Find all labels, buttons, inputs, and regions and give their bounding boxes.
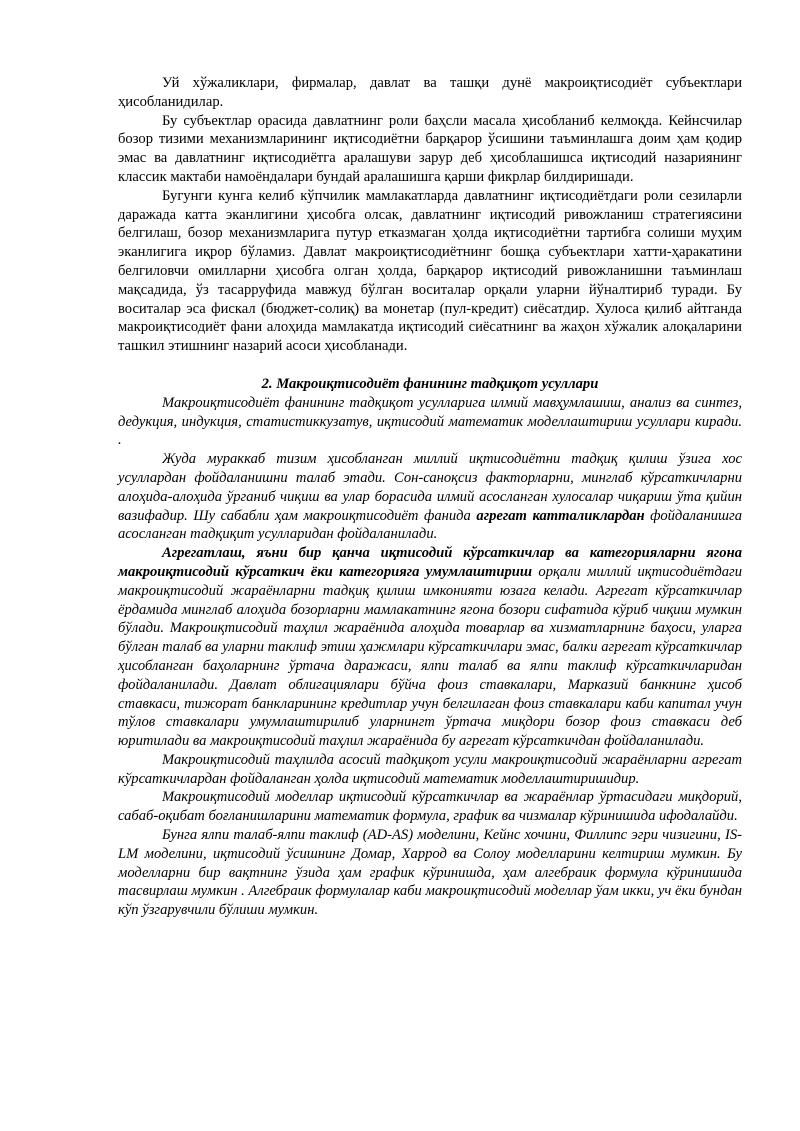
complex-text-after: фойдаланишга асосланган тадқиқит усулларидан фойдаланилади. — [118, 507, 742, 543]
paragraph-state-regulation: Бугунги кунга келиб кўпчилик мамлакатларда давлатнинг иқтисодиётдаги роли сезиларли даражада катта эканлигини ҳисобга олсак, давлатнинг иқтисодий ривожланиш стратегиясини белгилаш, бозор механизмларига путур етказмаган ҳолда иқтисодиётни тартибга солиши муҳим эканлигига иқрор бўламиз. Давлат макроиқтисодиётнинг бошқа субъектлари хатти-ҳаракатини белгиловчи омилларни ҳисобга олган ҳолда, барқарор иқтисодий ривожланишни таъминлаш мақсадида, ўз тасарруфида мавжуд бўлган воситалар орқали уларни йўналтириб туради. Бу воситалар эса фискал (бюджет-солиқ) ва монетар (пул-кредит) сиёсатдир. Хулоса қилиб айтганда макроиқтисодиёт фани алоҳида мамлакатда иқтисодий сиёсатнинг ва жаҳон хўжалик алоқаларини ташкил этишнинг назарий асоси ҳисобланади. — [118, 187, 742, 355]
paragraph-economic-subjects: Уй хўжаликлари, фирмалар, давлат ва ташқи дунё макроиқтисодиёт субъектлари ҳисобланидилар. — [118, 75, 742, 110]
paragraph-model-examples: Бунга ялпи талаб-ялпи таклиф (AD-AS) моделини, Кейнс хочини, Филлипс эгри чизигини, IS-LM моделини, иқтисодий ўсишнинг Домар, Харрод ва Солоу моделларини келтириш мумкин. Бу моделларни бир вақтнинг ўзида ҳам график кўринишда, ҳам алгебраик формула кўринишида тасвирлаш мумкин . Алгебраик формулалар каби макроиқтисодий моделлар ўам икки, уч ёки бундан кўп ўзгарувчили бўлиши мумкин. — [118, 827, 742, 919]
complex-text-before: Жуда мураккаб тизим ҳисобланган миллий иқтисодиётни тадқиқ қилиш ўзига хос усуллардан фойдаланишни талаб этади. Сон-саноқсиз факторларни, минглаб кўрсаткичларни алоҳида-алоҳида ўрганиб чиқиш ва улар борасида илмий асосланган хулосалар чиқариш ўта қийин вазифадир. Шу сабабли ҳам макроиқтисодиёт фанида — [118, 451, 742, 524]
paragraph-research-methods: Макроиқтисодиёт фанининг тадқиқот усулларига илмий мавҳумлашиш, анализ ва синтез, дедукция, индукция, статистиккузатув, иқтисодий математик моделлаштириш усуллари киради. . — [118, 394, 742, 449]
section-heading: 2. Макроиқтисодиёт фанининг тадқиқот усуллари — [261, 375, 599, 392]
paragraph-complex-system — [118, 450, 742, 544]
paragraph-model-definition: Макроиқтисодий моделлар иқтисодий кўрсаткичлар ва жараёнлар ўртасидаги миқдорий, сабаб-оқибат боғланишларини математик формула, график ва чизмалар кўринишида ифодалайди. — [118, 789, 742, 825]
aggregation-bold-definition: Агрегатлаш, яъни бир қанча иқтисодий кўрсаткичлар ва категорияларни ягона макроиқтисодий кўрсаткич ёки категорияга умумлаштириш — [118, 545, 742, 580]
document-page — [118, 74, 742, 920]
paragraph-role-of-state: Бу субъектлар орасида давлатнинг роли баҳсли масала ҳисобланиб келмоқда. Кейнсчилар бозор тизими механизмларининг иқтисодиётни барқарор ўсишини таъминлашга доим ҳам қодир эмас ва давлатнинг иқтисодиётга аралашуви зарур деб ҳисоблашишса иқтисодий назариянинг классик мактаби намоёндалари бундай аралашишга қарши фикрлар билдиришади. — [118, 112, 742, 185]
paragraph-main-method: Макроиқтисодий таҳлилда асосий тадқиқот усули макроиқтисодий жараёнларни агрегат кўрсаткичлардан фойдаланган ҳолда иқтисодий математик моделлаштиришидир. — [118, 751, 742, 787]
aggregation-text-after: орқали миллий иқтисодиётдаги макроиқтисодий жараёнларни тадқиқ қилиш имконияти юзага келади. Агрегат кўрсаткичлар ёрдамида минглаб алоҳида бозорларни мамлакатнинг ягона бозори сифатида кўриб чиқиш мумкин бўлади. Макроиқтисодий таҳлил жараёнида алоҳида товарлар ва хизматларнинг баҳоси, уларга бўлган талаб ва уларни таклиф этиш ҳажмлари кўрсаткичлари эмас, балки агрегат кўрсаткичлар ҳисобланган баҳоларнинг ўртача даражаси, ялпи талаб ва ялпи таклиф кўрсаткичларидан фойдаланилади. Давлат облигациялари бўйча фоиз ставкалари, Марказий банкнинг ҳисоб ставкаси, тижорат банкларининг кредитлар учун белгилаган фоиз ставкалари каби капитал учун тўлов ставкалари умумлаштирилиб уларнингт ўртача миқдори бозор фоиз ставкаси деб юритилади ва макроиқтисодий таҳлил жараёнида бу агрегат кўрсаткичдан фойдаланилади. — [118, 563, 742, 750]
complex-bold-term: агрегат катталиклардан — [476, 507, 645, 524]
paragraph-aggregation — [118, 544, 742, 751]
